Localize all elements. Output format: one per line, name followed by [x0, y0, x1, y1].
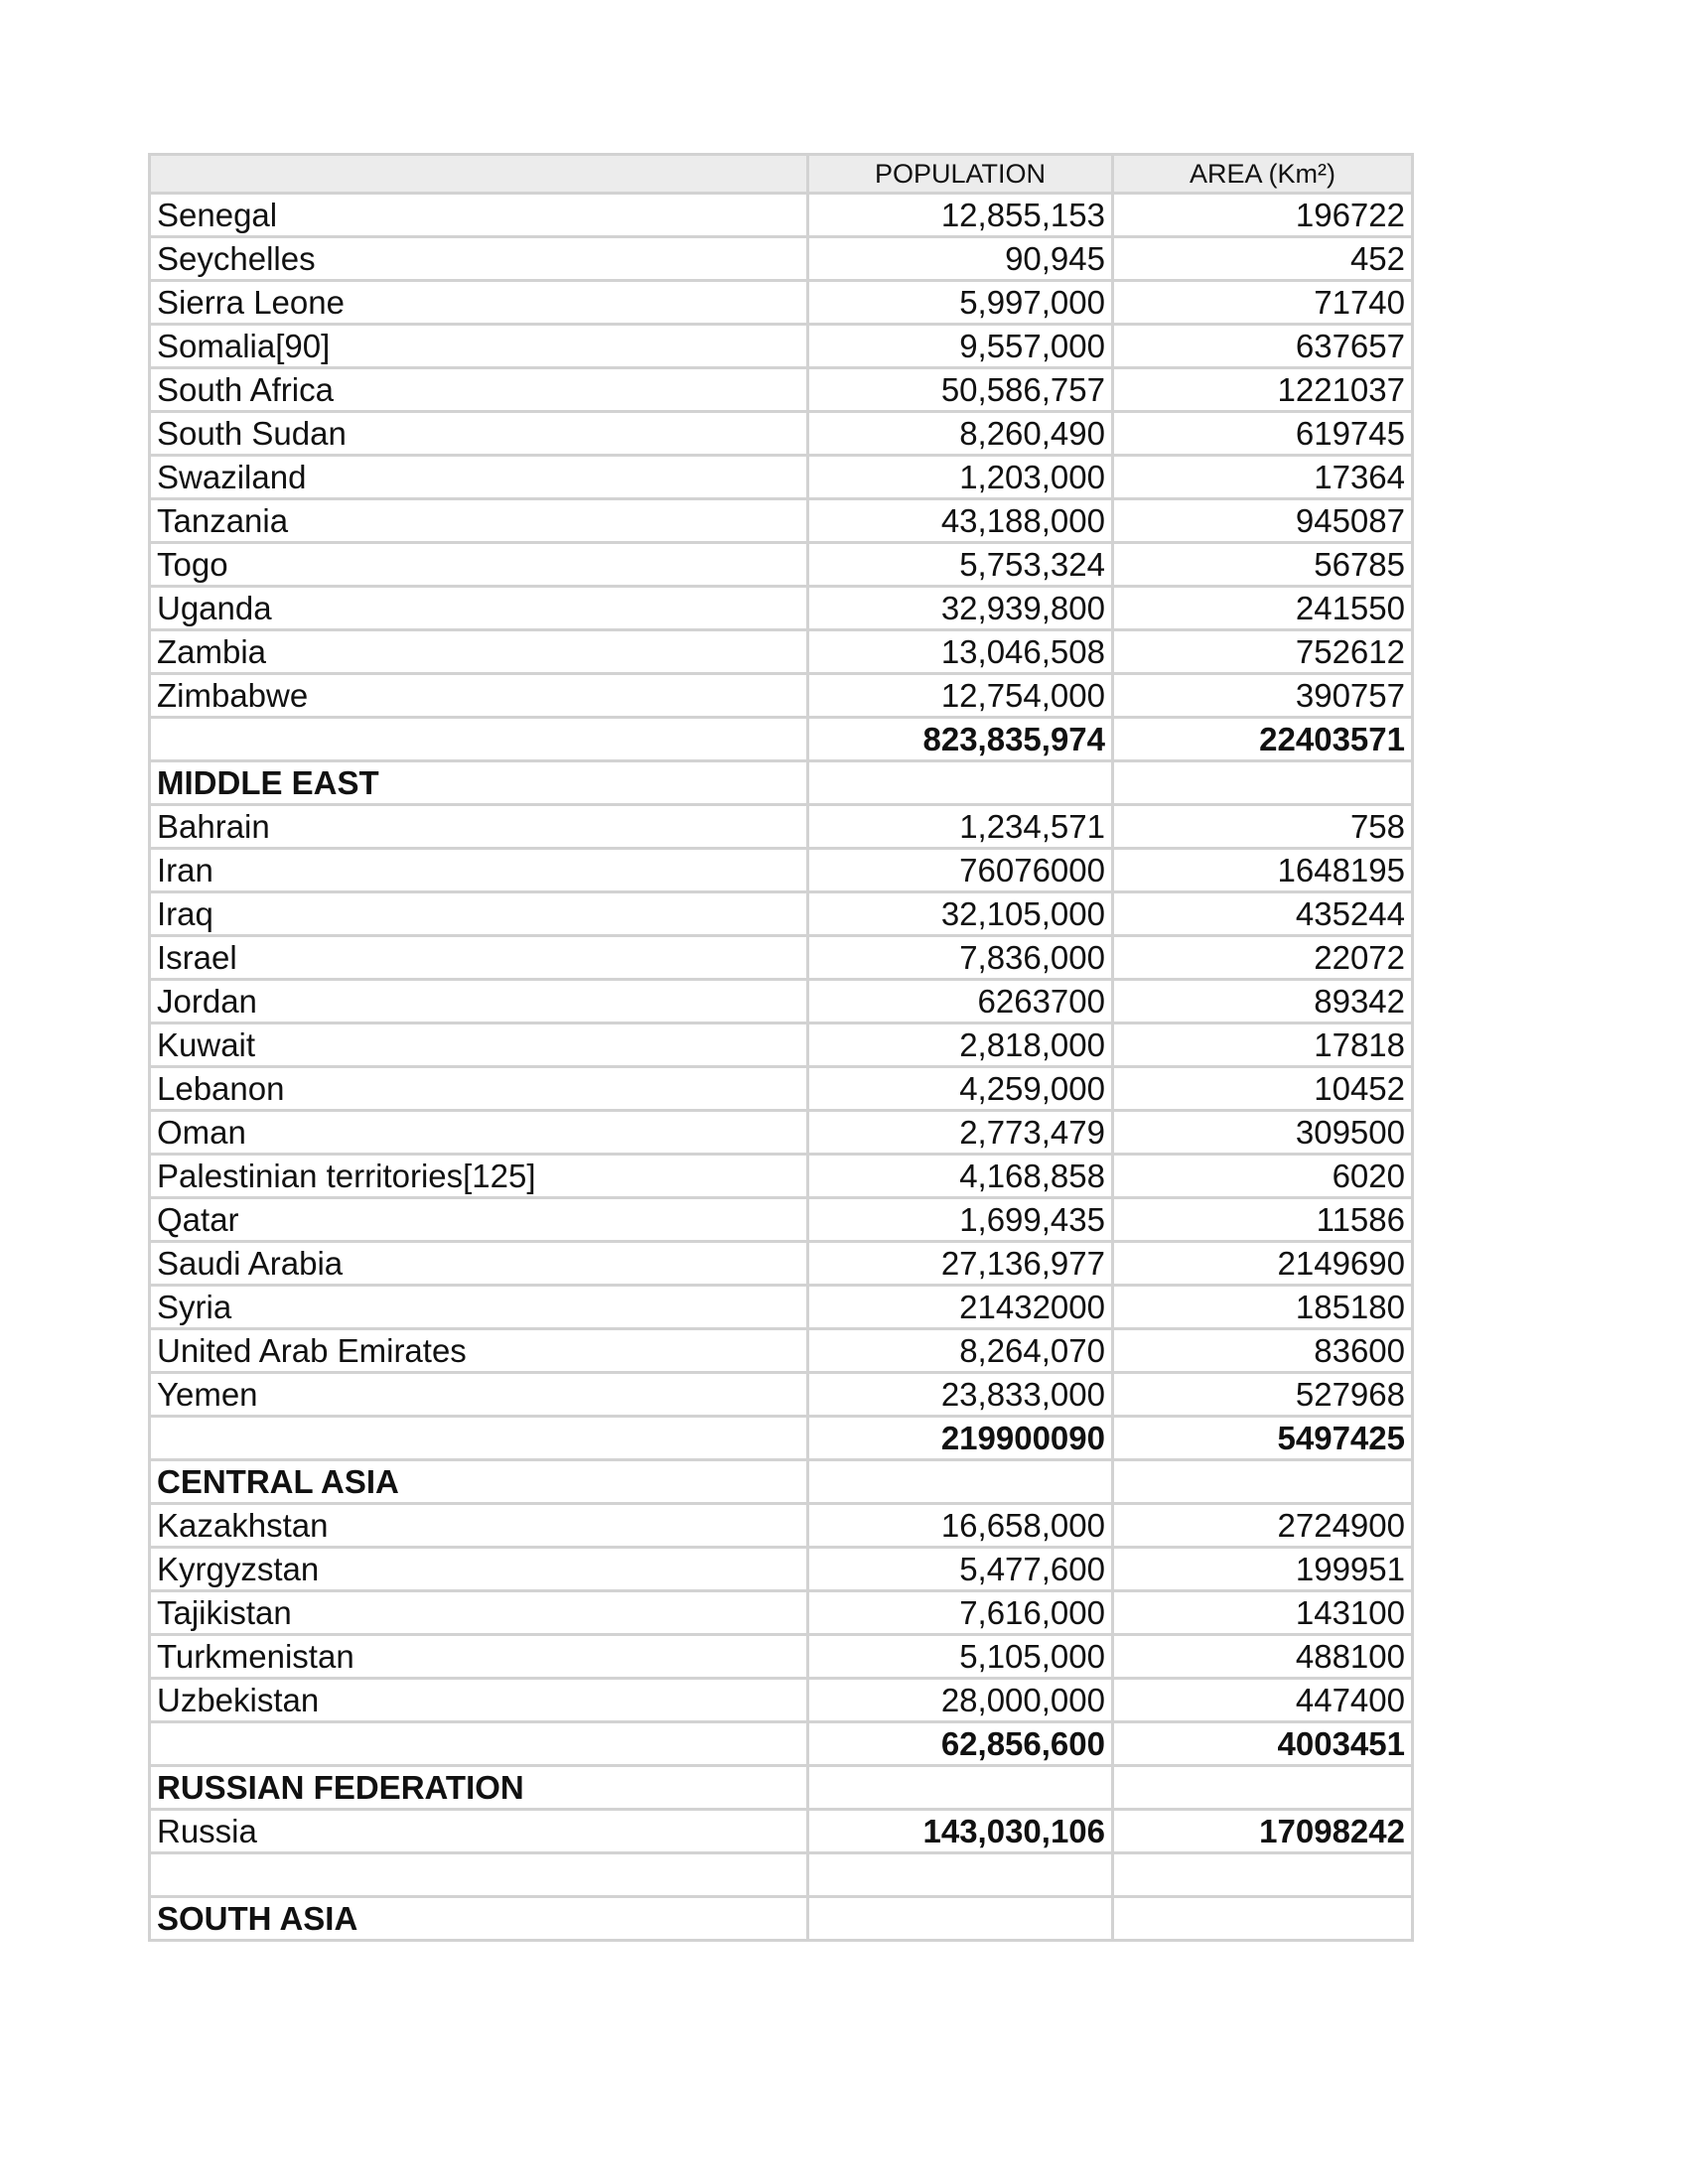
- table-row: [150, 1548, 1413, 1591]
- table-row: [150, 1504, 1413, 1548]
- population-cell: 6263700: [808, 980, 1113, 1024]
- area-cell: 89342: [1113, 980, 1413, 1024]
- table-row: [150, 630, 1413, 674]
- population-cell: 50,586,757: [808, 368, 1113, 412]
- table-row: [150, 892, 1413, 936]
- table-row: [150, 368, 1413, 412]
- population-cell: 21432000: [808, 1286, 1113, 1329]
- table-row: [150, 1155, 1413, 1198]
- country-cell: Uzbekistan: [150, 1679, 808, 1722]
- subtotal-row: [150, 1722, 1413, 1766]
- table-row: [150, 1111, 1413, 1155]
- area-cell: 2724900: [1113, 1504, 1413, 1548]
- population-cell: 143,030,106: [808, 1810, 1113, 1853]
- area-cell: [1113, 1766, 1413, 1810]
- area-cell: 17098242: [1113, 1810, 1413, 1853]
- country-cell: Tajikistan: [150, 1591, 808, 1635]
- area-cell: 452: [1113, 237, 1413, 281]
- table-row: [150, 980, 1413, 1024]
- area-cell: [1113, 761, 1413, 805]
- country-cell: Lebanon: [150, 1067, 808, 1111]
- area-cell: 619745: [1113, 412, 1413, 456]
- table-row: [150, 499, 1413, 543]
- blank-row: [150, 1853, 1413, 1897]
- population-cell: 2,818,000: [808, 1024, 1113, 1067]
- area-cell: 71740: [1113, 281, 1413, 325]
- country-cell: Israel: [150, 936, 808, 980]
- population-cell: 5,477,600: [808, 1548, 1113, 1591]
- table-row: [150, 587, 1413, 630]
- table-row: [150, 325, 1413, 368]
- population-cell: 32,105,000: [808, 892, 1113, 936]
- country-cell: Iran: [150, 849, 808, 892]
- area-cell: 435244: [1113, 892, 1413, 936]
- country-cell: Russia: [150, 1810, 808, 1853]
- population-cell: 12,754,000: [808, 674, 1113, 718]
- table-row: [150, 543, 1413, 587]
- country-cell: Palestinian territories[125]: [150, 1155, 808, 1198]
- table-row: [150, 805, 1413, 849]
- population-cell: 62,856,600: [808, 1722, 1113, 1766]
- area-cell: 637657: [1113, 325, 1413, 368]
- population-cell: 5,105,000: [808, 1635, 1113, 1679]
- country-cell: Zambia: [150, 630, 808, 674]
- table-row: [150, 1329, 1413, 1373]
- table-row: [150, 412, 1413, 456]
- country-cell: [150, 1722, 808, 1766]
- country-cell: Togo: [150, 543, 808, 587]
- section-header-row: [150, 1897, 1413, 1941]
- table-row: [150, 1024, 1413, 1067]
- population-cell: [808, 1460, 1113, 1504]
- population-cell: 8,264,070: [808, 1329, 1113, 1373]
- population-cell: 1,699,435: [808, 1198, 1113, 1242]
- area-cell: 199951: [1113, 1548, 1413, 1591]
- country-cell: [150, 1417, 808, 1460]
- area-cell: 196722: [1113, 194, 1413, 237]
- area-cell: 488100: [1113, 1635, 1413, 1679]
- area-cell: 5497425: [1113, 1417, 1413, 1460]
- population-cell: 1,234,571: [808, 805, 1113, 849]
- table-row: [150, 1067, 1413, 1111]
- area-cell: 17818: [1113, 1024, 1413, 1067]
- population-cell: 5,997,000: [808, 281, 1113, 325]
- area-cell: 10452: [1113, 1067, 1413, 1111]
- area-cell: 4003451: [1113, 1722, 1413, 1766]
- population-cell: 90,945: [808, 237, 1113, 281]
- country-cell: Turkmenistan: [150, 1635, 808, 1679]
- country-cell: Swaziland: [150, 456, 808, 499]
- area-cell: 143100: [1113, 1591, 1413, 1635]
- population-cell: 9,557,000: [808, 325, 1113, 368]
- area-cell: 11586: [1113, 1198, 1413, 1242]
- population-cell: [808, 1853, 1113, 1897]
- table-row: [150, 1635, 1413, 1679]
- area-cell: 945087: [1113, 499, 1413, 543]
- population-cell: [808, 761, 1113, 805]
- country-cell: Kyrgyzstan: [150, 1548, 808, 1591]
- area-cell: 6020: [1113, 1155, 1413, 1198]
- table-row: [150, 194, 1413, 237]
- area-cell: 241550: [1113, 587, 1413, 630]
- population-cell: 28,000,000: [808, 1679, 1113, 1722]
- country-cell: Uganda: [150, 587, 808, 630]
- population-cell: 16,658,000: [808, 1504, 1113, 1548]
- section-header-row: [150, 1460, 1413, 1504]
- population-cell: 4,168,858: [808, 1155, 1113, 1198]
- population-cell: 32,939,800: [808, 587, 1113, 630]
- population-cell: 23,833,000: [808, 1373, 1113, 1417]
- table-row: [150, 1679, 1413, 1722]
- population-cell: 27,136,977: [808, 1242, 1113, 1286]
- table-row: [150, 1242, 1413, 1286]
- population-cell: 7,616,000: [808, 1591, 1113, 1635]
- area-cell: 758: [1113, 805, 1413, 849]
- country-cell: CENTRAL ASIA: [150, 1460, 808, 1504]
- country-cell: Oman: [150, 1111, 808, 1155]
- country-cell: Senegal: [150, 194, 808, 237]
- header-area: AREA (Km²): [1113, 155, 1413, 194]
- country-cell: Saudi Arabia: [150, 1242, 808, 1286]
- table-header-row: [150, 155, 1413, 194]
- country-cell: United Arab Emirates: [150, 1329, 808, 1373]
- section-header-row: [150, 1766, 1413, 1810]
- area-cell: 22403571: [1113, 718, 1413, 761]
- area-cell: 447400: [1113, 1679, 1413, 1722]
- population-cell: 76076000: [808, 849, 1113, 892]
- population-cell: 43,188,000: [808, 499, 1113, 543]
- area-cell: 185180: [1113, 1286, 1413, 1329]
- table-row: [150, 1286, 1413, 1329]
- country-cell: Syria: [150, 1286, 808, 1329]
- country-cell: South Africa: [150, 368, 808, 412]
- country-cell: [150, 1853, 808, 1897]
- country-cell: Yemen: [150, 1373, 808, 1417]
- area-cell: 1648195: [1113, 849, 1413, 892]
- country-cell: Qatar: [150, 1198, 808, 1242]
- country-cell: Jordan: [150, 980, 808, 1024]
- country-cell: Bahrain: [150, 805, 808, 849]
- population-cell: 2,773,479: [808, 1111, 1113, 1155]
- table-row: [150, 237, 1413, 281]
- area-cell: 22072: [1113, 936, 1413, 980]
- area-cell: 2149690: [1113, 1242, 1413, 1286]
- area-cell: 1221037: [1113, 368, 1413, 412]
- area-cell: 527968: [1113, 1373, 1413, 1417]
- table-row: [150, 281, 1413, 325]
- population-cell: 1,203,000: [808, 456, 1113, 499]
- area-cell: 390757: [1113, 674, 1413, 718]
- population-cell: [808, 1897, 1113, 1941]
- country-cell: MIDDLE EAST: [150, 761, 808, 805]
- country-cell: Zimbabwe: [150, 674, 808, 718]
- area-cell: [1113, 1460, 1413, 1504]
- header-population: POPULATION: [808, 155, 1113, 194]
- table-row: [150, 1198, 1413, 1242]
- area-cell: 17364: [1113, 456, 1413, 499]
- country-cell: Kazakhstan: [150, 1504, 808, 1548]
- table-row: [150, 849, 1413, 892]
- header-country: [150, 155, 808, 194]
- country-cell: Somalia[90]: [150, 325, 808, 368]
- population-cell: 5,753,324: [808, 543, 1113, 587]
- table-row: [150, 456, 1413, 499]
- country-cell: Iraq: [150, 892, 808, 936]
- population-cell: 13,046,508: [808, 630, 1113, 674]
- country-cell: South Sudan: [150, 412, 808, 456]
- section-header-row: [150, 761, 1413, 805]
- country-cell: SOUTH ASIA: [150, 1897, 808, 1941]
- area-cell: 56785: [1113, 543, 1413, 587]
- area-cell: 752612: [1113, 630, 1413, 674]
- country-cell: [150, 718, 808, 761]
- area-cell: [1113, 1853, 1413, 1897]
- table-row: [150, 1591, 1413, 1635]
- table-row: [150, 1810, 1413, 1853]
- population-area-table: [148, 153, 1414, 1942]
- area-cell: [1113, 1897, 1413, 1941]
- country-cell: Tanzania: [150, 499, 808, 543]
- table-body: [150, 194, 1413, 1941]
- table-row: [150, 674, 1413, 718]
- table-row: [150, 1373, 1413, 1417]
- population-cell: 7,836,000: [808, 936, 1113, 980]
- area-cell: 309500: [1113, 1111, 1413, 1155]
- table-row: [150, 936, 1413, 980]
- subtotal-row: [150, 1417, 1413, 1460]
- population-cell: 4,259,000: [808, 1067, 1113, 1111]
- population-cell: 8,260,490: [808, 412, 1113, 456]
- population-cell: [808, 1766, 1113, 1810]
- population-cell: 219900090: [808, 1417, 1113, 1460]
- country-cell: Seychelles: [150, 237, 808, 281]
- population-cell: 12,855,153: [808, 194, 1113, 237]
- country-cell: RUSSIAN FEDERATION: [150, 1766, 808, 1810]
- country-cell: Kuwait: [150, 1024, 808, 1067]
- country-cell: Sierra Leone: [150, 281, 808, 325]
- population-cell: 823,835,974: [808, 718, 1113, 761]
- subtotal-row: [150, 718, 1413, 761]
- area-cell: 83600: [1113, 1329, 1413, 1373]
